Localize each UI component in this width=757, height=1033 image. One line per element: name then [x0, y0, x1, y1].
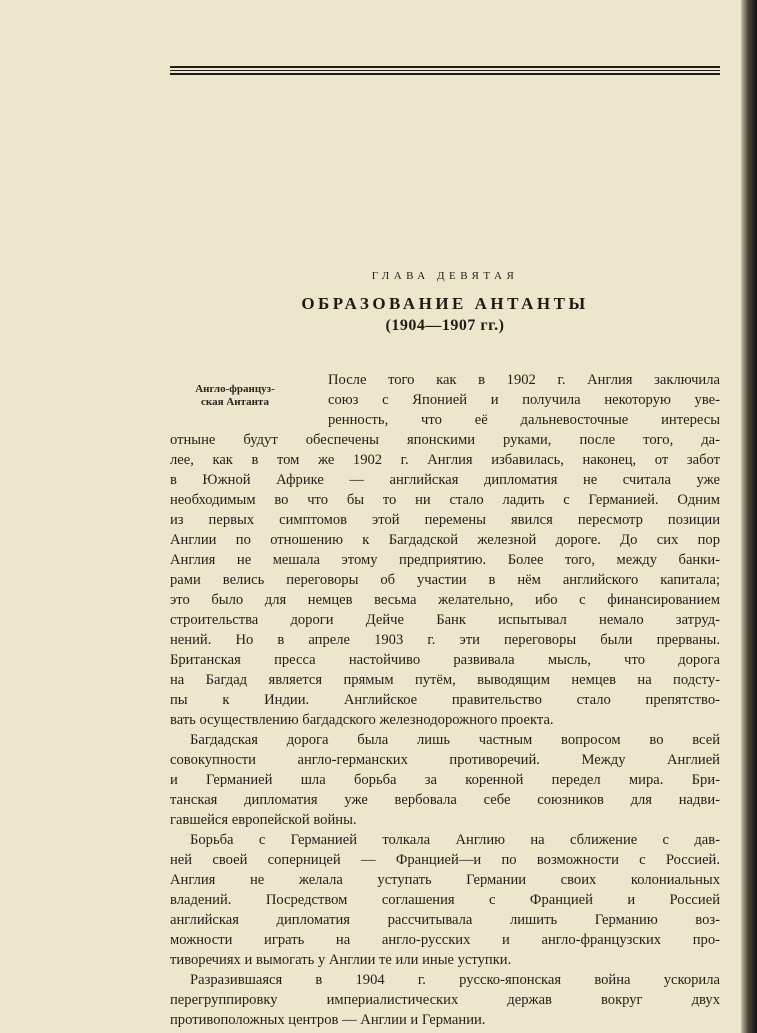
- text-line: необходимым во что бы то ни стало ладить с Германией. Одним: [170, 492, 720, 508]
- text-line: Борьба с Германией толкала Англию на сближение с дав-: [190, 832, 720, 848]
- text-line: ренность, что её дальневосточные интересы: [328, 412, 720, 428]
- text-line: перегруппировку империалистических держав вокруг двух: [170, 992, 720, 1008]
- text-line: тиворечиях и вымогать у Англии те или иные уступки.: [170, 952, 512, 968]
- text-line: Англия не мешала этому предприятию. Более того, между банки-: [170, 552, 720, 568]
- text-line: и Германией шла борьба за коренной передел мира. Бри-: [170, 772, 720, 788]
- chapter-years: (1904—1907 гг.): [385, 317, 505, 334]
- text-line: в Южной Африке — английская дипломатия не считала уже: [170, 472, 720, 488]
- chapter-title: ОБРАЗОВАНИЕ АНТАНТЫ: [301, 294, 589, 313]
- text-line: лее, как в том же 1902 г. Англия избавилась, наконец, от забот: [170, 452, 720, 468]
- text-line: гавшейся европейской войны.: [170, 812, 357, 828]
- text-line: это было для немцев весьма желательно, ибо с финансированием: [170, 592, 720, 608]
- text-line: Багдадская дорога была лишь частным вопросом во всей: [190, 732, 720, 748]
- text-line: совокупности англо-германских противоречий. Между Англией: [170, 752, 720, 768]
- text-line: Англии по отношению к Багдадской железной дороге. До сих пор: [170, 532, 720, 548]
- text-line: английская дипломатия рассчитывала лишить Германию воз-: [170, 912, 720, 928]
- text-line: вать осуществлению багдадского железнодорожного проекта.: [170, 712, 554, 728]
- text-line: Англия не желала уступать Германии своих колониальных: [170, 872, 720, 888]
- text-line: нений. Но в апреле 1903 г. эти переговоры были прерваны.: [170, 632, 720, 648]
- text-line: ней своей соперницей — Францией—и по возможности с Россией.: [170, 852, 720, 868]
- text-line: После того как в 1902 г. Англия заключила: [328, 372, 720, 388]
- text-line: пы к Индии. Английское правительство стало препятство-: [170, 692, 720, 708]
- text-line: рами велись переговоры об участии в нём английского капитала;: [170, 572, 720, 588]
- text-line: на Багдад является прямым путём, выводящим немцев на подсту-: [170, 672, 720, 688]
- text-line: владений. Посредством соглашения с Францией и Россией: [170, 892, 720, 908]
- text-line: Разразившаяся в 1904 г. русско-японская война ускорила: [190, 972, 720, 988]
- header-rule-bottom: [170, 73, 720, 75]
- header-rule-middle: [170, 70, 720, 71]
- header-rule-top: [170, 66, 720, 68]
- text-line: из первых симптомов этой перемены явился пересмотр позиции: [170, 512, 720, 528]
- text-line: противоположных центров — Англии и Германии.: [170, 1012, 486, 1028]
- margin-note-line: Англо-француз-: [195, 383, 275, 395]
- text-line: строительства дороги Дейче Банк испытывал немало затруд-: [170, 612, 720, 628]
- chapter-label: ГЛАВА ДЕВЯТАЯ: [371, 270, 519, 282]
- text-line: танская дипломатия уже вербовала себе союзников для надви-: [170, 792, 720, 808]
- text-line: можности играть на англо-русских и англо-французских про-: [170, 932, 720, 948]
- text-line: Британская пресса настойчиво развивала мысль, что дорога: [170, 652, 720, 668]
- page-edge-shadow: [741, 0, 757, 1033]
- margin-note: [168, 383, 302, 409]
- margin-note-line: ская Антанта: [201, 396, 269, 408]
- text-line: союз с Японией и получила некоторую уве-: [328, 392, 720, 408]
- text-line: отныне будут обеспечены японскими руками, после того, да-: [170, 432, 720, 448]
